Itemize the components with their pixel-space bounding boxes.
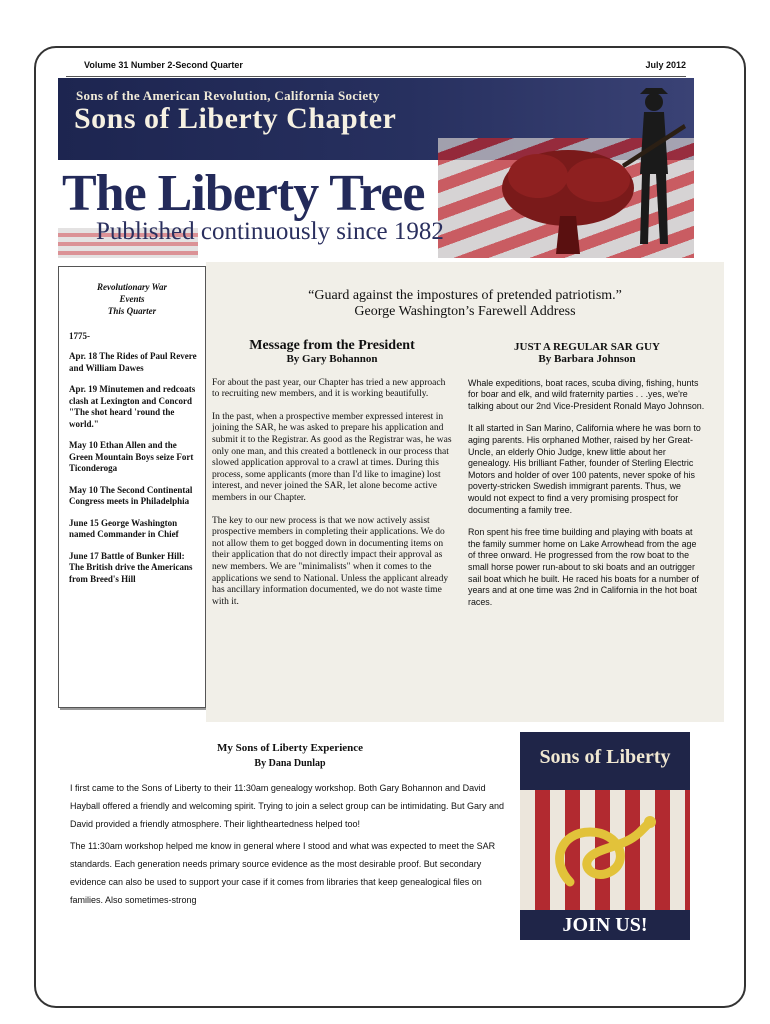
- events-sidebar: [58, 266, 206, 708]
- liberty-tree-icon: [498, 146, 638, 258]
- article-paragraph: The 11:30am workshop helped me know in general where I stood and what was expected to meet the SAR standards. Each generation needs primary source evidence as the most desirable proof. But secondary evidence can also be used to support your case if it comes from libraries that keep genealogical files on families. Also sometimes-strong: [70, 841, 496, 905]
- article-paragraph: I first came to the Sons of Liberty to their 11:30am genealogy workshop. Both Gary Bohannon and David Hayball offered a friendly and welcoming spirit. Trying to join a select group can be intimidating. But Gary and David provided a friendly atmosphere. Their lightheartedness helped too!: [70, 783, 505, 829]
- chapter-name: Sons of Liberty Chapter: [74, 102, 397, 135]
- sidebar-title-line: This Quarter: [107, 306, 157, 316]
- president-article: [212, 338, 452, 619]
- sidebar-title-line: Events: [119, 294, 145, 304]
- sidebar-year: 1775-: [69, 331, 90, 341]
- article-paragraph: Ron spent his free time building and playing with boats at the family summer home on Lake Arrowhead from the age of three onward. He progressed from the row boat to the small horse power run-about to ski boats and an outrigger sail boat which he built. He raced his boats for a number of years and at one time was 2nd in California in the hot boat races.: [468, 527, 699, 607]
- regular-guy-article: [468, 340, 706, 619]
- quote-text: “Guard against the impostures of pretended patriotism.”: [308, 288, 622, 303]
- article-byline: By Dana Dunlap: [254, 758, 326, 769]
- volume-info: Volume 31 Number 2-Second Quarter: [84, 60, 243, 70]
- event-item: May 10 Ethan Allen and the Green Mountain Boys seize Fort Ticonderoga: [69, 440, 194, 473]
- featured-quote: [206, 288, 724, 320]
- article-paragraph: For about the past year, our Chapter has tried a new approach to recruiting new members, and it is working beautifully.: [212, 377, 446, 400]
- event-item: Apr. 18 The Rides of Paul Revere and William Dawes: [69, 351, 197, 373]
- article-paragraph: Whale expeditions, boat races, scuba diving, fishing, hunts for boar and elk, and wild fraternity parties . . .yes, we're talking about our 2nd Vice-President Ronald Mayo Johnson.: [468, 377, 705, 411]
- event-item: Apr. 19 Minutemen and redcoats clash at Lexington and Concord "The shot heard 'round the world.": [69, 384, 196, 429]
- society-name: Sons of the American Revolution, California Society: [76, 88, 380, 103]
- issue-date: July 2012: [645, 60, 686, 70]
- poster-cta: JOIN US!: [520, 910, 690, 940]
- poster-title: Sons of Liberty: [539, 746, 671, 768]
- article-byline: By Gary Bohannon: [286, 353, 378, 365]
- event-item: June 17 Battle of Bunker Hill: The British drive the Americans from Breed's Hill: [69, 550, 193, 584]
- issue-bar: [66, 56, 686, 77]
- quote-attribution: George Washington’s Farewell Address: [354, 304, 576, 319]
- article-paragraph: It all started in San Marino, California where he was born to aging parents. His orphaned Mother, raised by her Great-Uncle, an elderly Ohio Judge, knew little about her genealogy. His brilliant Father, founder of Sterling Electric Motors and holder of over 100 patents, never spoke of his poverty-stricken Swedish immigrant parents. Thus, we would not expect to find a very promising prospect for documenting a family tree.: [468, 423, 701, 515]
- article-paragraph: In the past, when a prospective member expressed interest in joining the SAR, he was asked to prepare his application and submit it to the Registrar. As good as the Registrar was, he was only one man, and this created a bottleneck in our process that slowed application approval to a crawl at times. During this process, some applicants (more than I'd like to imagine) lost interest, and never joined the SAR, let alone become active members in our Chapter.: [212, 411, 452, 503]
- experience-article: [70, 742, 510, 913]
- article-byline: By Barbara Johnson: [538, 353, 636, 365]
- sidebar-heading: [59, 281, 205, 317]
- newsletter-tagline: Published continuously since 1982: [96, 218, 444, 245]
- masthead-banner: [58, 78, 694, 258]
- event-item: June 15 George Washington named Commander in Chief: [69, 517, 179, 539]
- event-item: May 10 The Second Continental Congress meets in Philadelphia: [69, 484, 193, 506]
- article-paragraph: The key to our new process is that we now actively assist prospective members in completing their applications. We do not allow them to get bogged down in documenting items on their application that do not directly impact their approval as new members. We are "minimalists" when it comes to the applications we send to National. Unless the applicant already has ancillary information documented, we do not waste time with it.: [212, 515, 449, 607]
- snake-icon: [550, 802, 660, 902]
- article-title: JUST A REGULAR SAR GUY: [514, 341, 660, 353]
- article-title: My Sons of Liberty Experience: [216, 742, 364, 754]
- sidebar-title-line: Revolutionary War: [97, 282, 167, 292]
- join-us-poster: [520, 732, 690, 940]
- newsletter-title: The Liberty Tree: [62, 165, 425, 222]
- article-title: Message from the President: [249, 338, 415, 353]
